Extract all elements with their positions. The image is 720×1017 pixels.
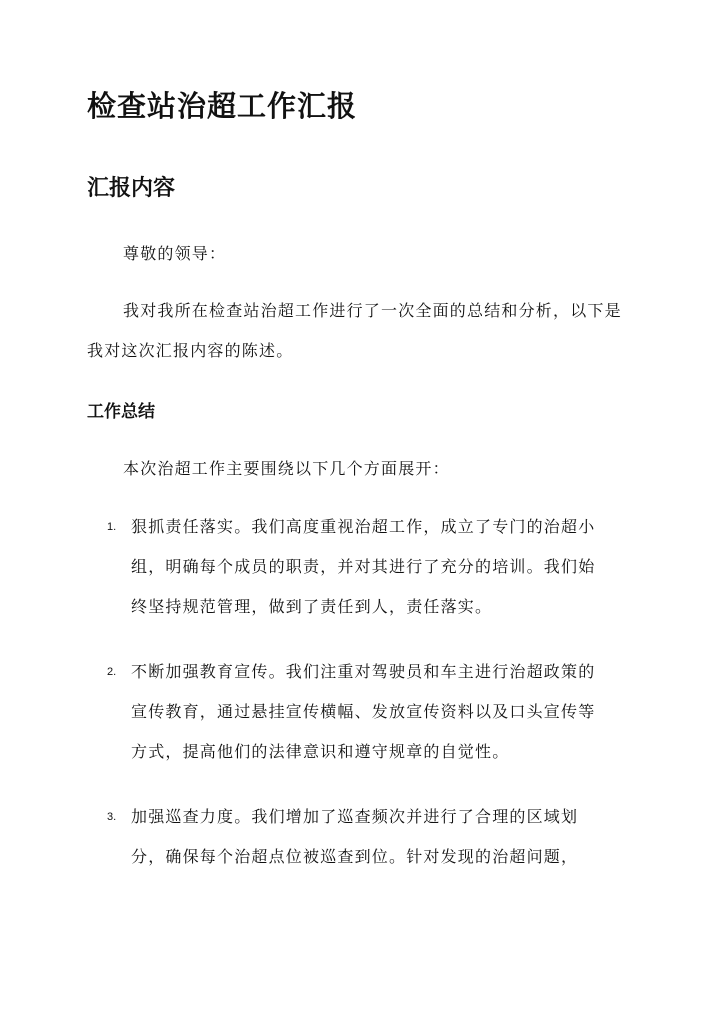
intro-paragraph: 我对我所在检查站治超工作进行了一次全面的总结和分析，以下是我对这次汇报内容的陈述。 bbox=[87, 301, 622, 360]
list-item-text: 狠抓责任落实。我们高度重视治超工作，成立了专门的治超小组，明确每个成员的职责，并对其进行了充分的培训。我们始终坚持规范管理，做到了责任到人，责任落实。 bbox=[131, 517, 596, 616]
section-heading: 汇报内容 bbox=[87, 175, 176, 201]
greeting-paragraph: 尊敬的领导： bbox=[123, 244, 227, 263]
list-item-number: 2. bbox=[107, 666, 117, 678]
work-summary-list bbox=[87, 507, 647, 902]
list-item-number: 1. bbox=[107, 521, 117, 533]
list-item-number: 3. bbox=[107, 811, 117, 823]
subsection-heading: 工作总结 bbox=[87, 402, 155, 422]
document-title: 检查站治超工作汇报 bbox=[87, 89, 358, 123]
list-item bbox=[87, 652, 605, 772]
lead-paragraph: 本次治超工作主要围绕以下几个方面展开： bbox=[123, 459, 450, 478]
list-item-text: 加强巡查力度。我们增加了巡查频次并进行了合理的区域划分，确保每个治超点位被巡查到位。针对发现的治超问题， bbox=[131, 807, 579, 866]
list-item bbox=[87, 507, 605, 627]
list-item bbox=[87, 797, 605, 877]
list-item-text: 不断加强教育宣传。我们注重对驾驶员和车主进行治超政策的宣传教育，通过悬挂宣传横幅、发放宣传资料以及口头宣传等方式，提高他们的法律意识和遵守规章的自觉性。 bbox=[131, 662, 596, 761]
